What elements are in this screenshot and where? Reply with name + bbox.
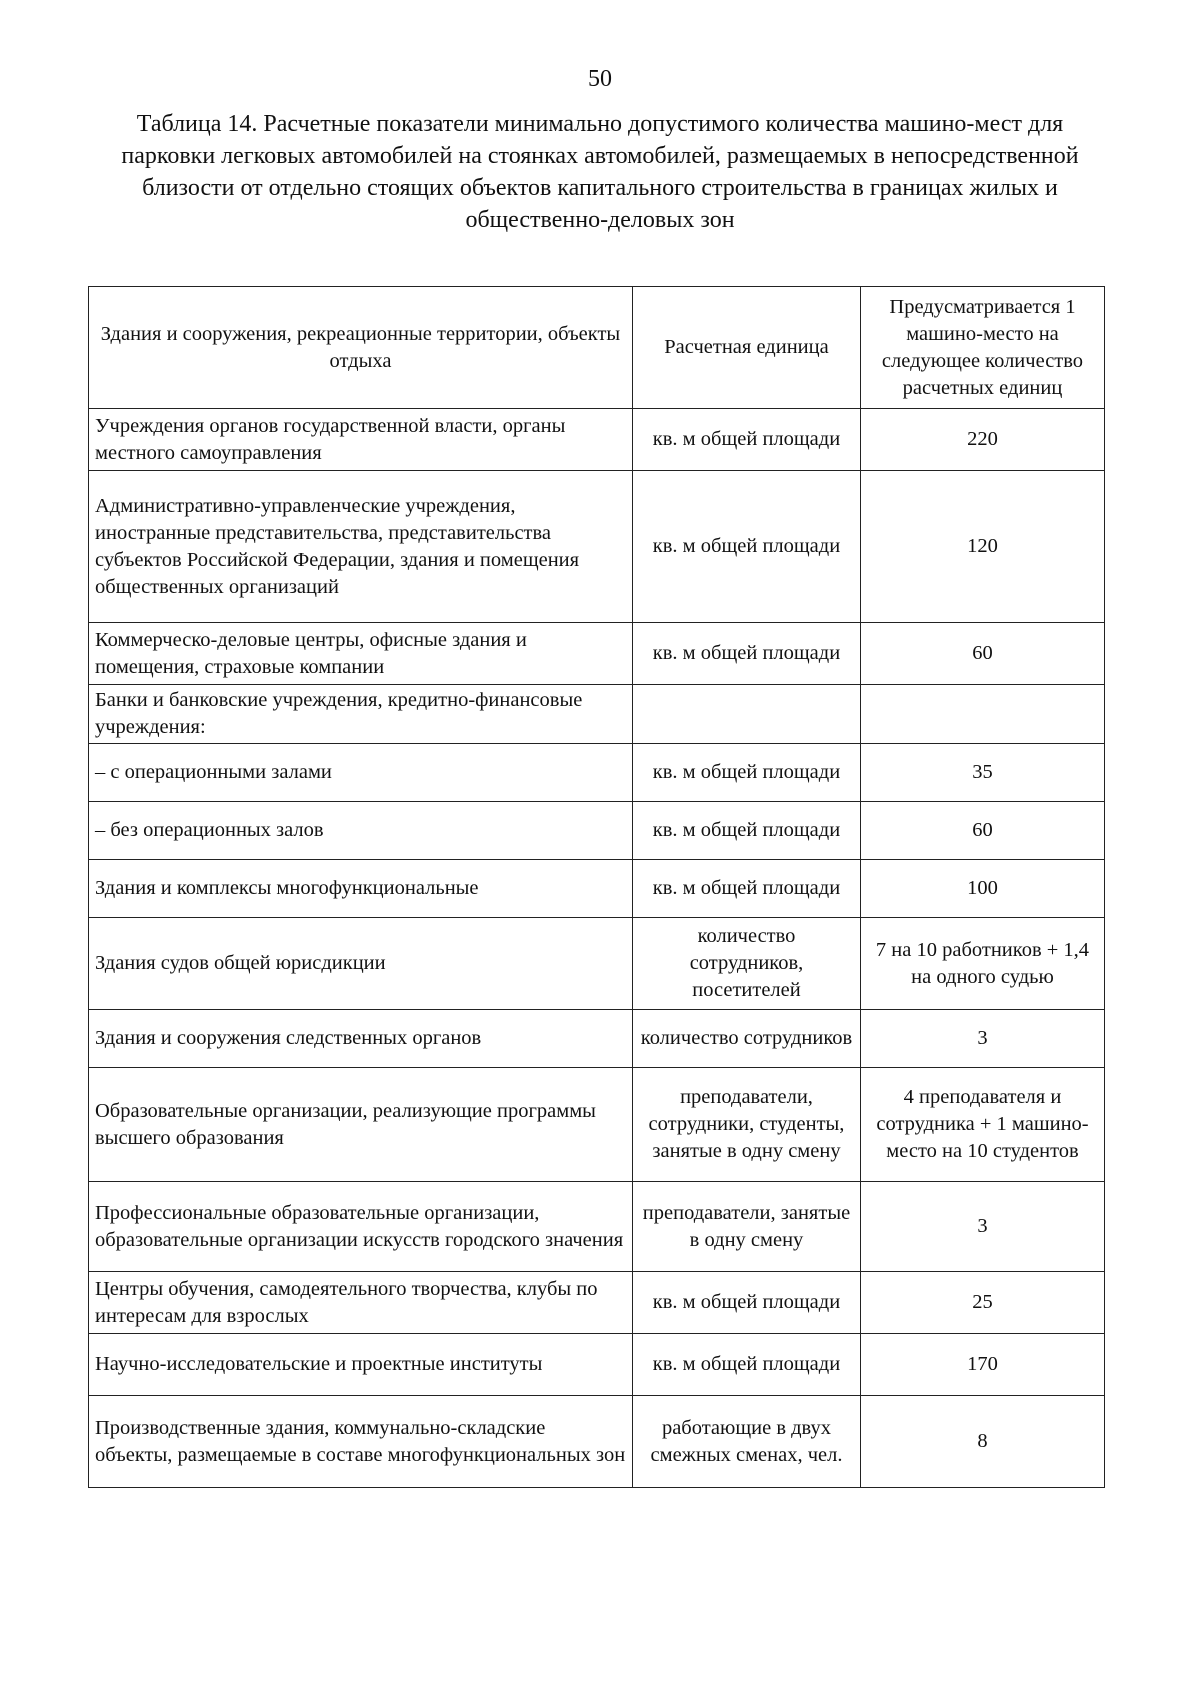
row-unit: работающие в двух смежных сменах, чел. — [633, 1396, 861, 1488]
table-row — [89, 802, 1105, 860]
row-value: 3 — [861, 1010, 1105, 1068]
row-unit: кв. м общей площади — [633, 409, 861, 471]
row-value: 60 — [861, 623, 1105, 685]
row-unit: кв. м общей площади — [633, 1272, 861, 1334]
table-row — [89, 1068, 1105, 1182]
row-unit: кв. м общей площади — [633, 802, 861, 860]
table-row — [89, 860, 1105, 918]
row-name: Производственные здания, коммунально-складские объекты, размещаемые в составе многофункциональных зон — [89, 1396, 633, 1488]
table-row — [89, 623, 1105, 685]
table-row — [89, 918, 1105, 1010]
row-value: 35 — [861, 744, 1105, 802]
row-name: Профессиональные образовательные организации, образовательные организации искусств городского значения — [89, 1182, 633, 1272]
row-value: 7 на 10 работников + 1,4 на одного судью — [861, 918, 1105, 1010]
table-caption: Таблица 14. Расчетные показатели минимально допустимого количества машино-мест для парковки легковых автомобилей на стоянках автомобилей, размещаемых в непосредственной близости от отдельно стоящих объектов капитального строительства в границах жилых и общественно-деловых зон — [121, 111, 1079, 233]
row-value — [861, 685, 1105, 744]
row-unit — [633, 685, 861, 744]
header-calc-unit: Расчетная единица — [633, 287, 861, 409]
page-number: 50 — [588, 66, 612, 92]
table-row — [89, 409, 1105, 471]
row-value: 220 — [861, 409, 1105, 471]
table-row — [89, 1272, 1105, 1334]
row-name: Коммерческо-деловые центры, офисные здания и помещения, страховые компании — [89, 623, 633, 685]
row-unit: кв. м общей площади — [633, 744, 861, 802]
row-name: – без операционных залов — [89, 802, 633, 860]
row-name: Учреждения органов государственной власти, органы местного самоуправления — [89, 409, 633, 471]
row-value: 4 преподавателя и сотрудника + 1 машино-место на 10 студентов — [861, 1068, 1105, 1182]
row-value: 8 — [861, 1396, 1105, 1488]
row-unit: кв. м общей площади — [633, 1334, 861, 1396]
row-name: Банки и банковские учреждения, кредитно-финансовые учреждения: — [89, 685, 633, 744]
row-unit: преподаватели, занятые в одну смену — [633, 1182, 861, 1272]
table-row — [89, 744, 1105, 802]
row-value: 25 — [861, 1272, 1105, 1334]
row-unit: кв. м общей площади — [633, 471, 861, 623]
row-value: 170 — [861, 1334, 1105, 1396]
row-name: Здания и сооружения следственных органов — [89, 1010, 633, 1068]
table-row — [89, 685, 1105, 744]
row-name: Административно-управленческие учреждения, иностранные представительства, представительства субъектов Российской Федерации, здания и помещения общественных организаций — [89, 471, 633, 623]
table-row — [89, 1334, 1105, 1396]
row-unit: преподаватели, сотрудники, студенты, занятые в одну смену — [633, 1068, 861, 1182]
row-value: 3 — [861, 1182, 1105, 1272]
row-name: Здания и комплексы многофункциональные — [89, 860, 633, 918]
row-value: 120 — [861, 471, 1105, 623]
row-name: Центры обучения, самодеятельного творчества, клубы по интересам для взрослых — [89, 1272, 633, 1334]
row-value: 60 — [861, 802, 1105, 860]
row-name: Образовательные организации, реализующие программы высшего образования — [89, 1068, 633, 1182]
row-unit: кв. м общей площади — [633, 860, 861, 918]
table-row — [89, 1010, 1105, 1068]
row-name: – с операционными залами — [89, 744, 633, 802]
row-name: Здания судов общей юрисдикции — [89, 918, 633, 1010]
header-units-per-space: Предусматривается 1 машино-место на следующее количество расчетных единиц — [861, 287, 1105, 409]
row-value: 100 — [861, 860, 1105, 918]
row-unit: кв. м общей площади — [633, 623, 861, 685]
table-row — [89, 1182, 1105, 1272]
row-unit: количество сотрудников — [633, 1010, 861, 1068]
table-header-row — [89, 287, 1105, 409]
table-row — [89, 471, 1105, 623]
parking-standards-table — [88, 286, 1105, 1488]
row-name: Научно-исследовательские и проектные институты — [89, 1334, 633, 1396]
row-unit: количество сотрудников, посетителей — [633, 918, 861, 1010]
header-building-type: Здания и сооружения, рекреационные территории, объекты отдыха — [89, 287, 633, 409]
table-row — [89, 1396, 1105, 1488]
